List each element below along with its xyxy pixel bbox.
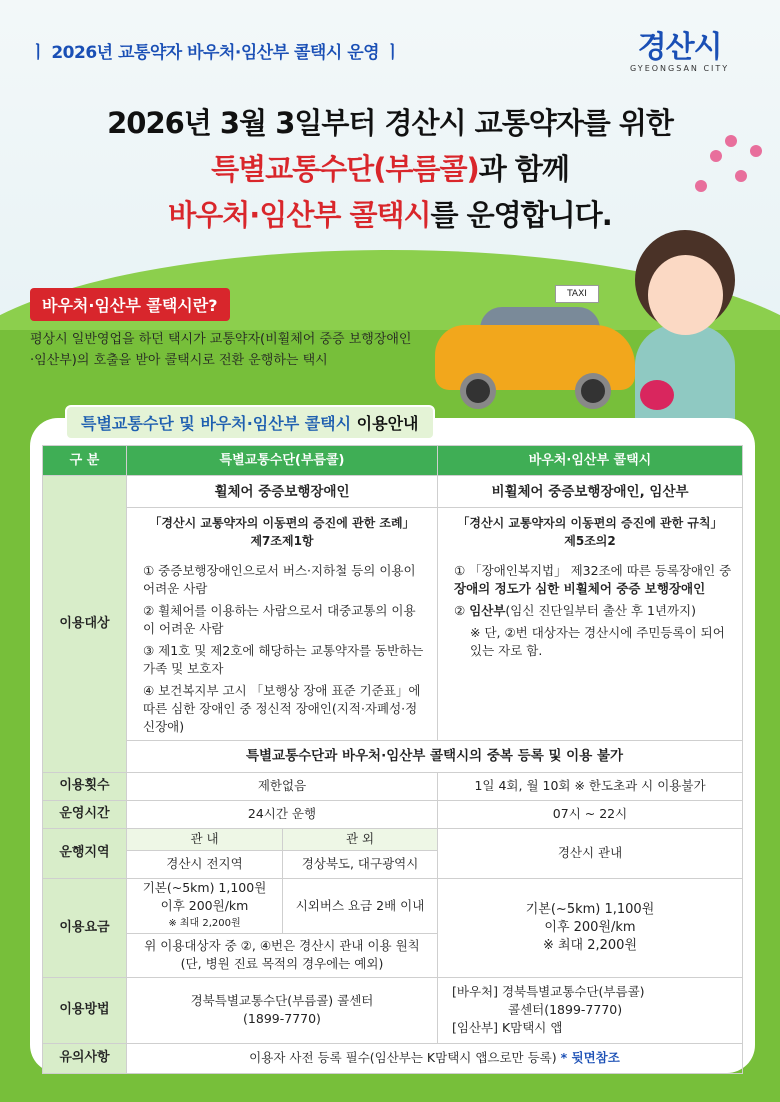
table-row — [43, 1043, 743, 1073]
area-out: 경상북도, 대구광역시 — [283, 850, 438, 878]
fare-in — [127, 878, 283, 933]
target-b-item2-text: (임신 진단일부터 출산 후 1년까지) — [505, 602, 696, 618]
whatis-title: 바우처·임산부 콜택시란? — [30, 288, 230, 321]
target-a-law-name: 「경산시 교통약자의 이동편의 증진에 관한 조례」 — [149, 515, 415, 530]
table-row — [43, 828, 743, 850]
fare-in-base: 기본(~5km) 1,100원 — [142, 879, 267, 895]
list-item: ※ 단, ②번 대상자는 경산시에 주민등록이 되어 있는 자로 함. — [470, 624, 725, 658]
area-out-head: 관 외 — [283, 828, 438, 850]
target-b-law — [438, 508, 743, 556]
table-row — [43, 740, 743, 772]
fare-b — [438, 878, 743, 977]
fare-b-max: ※ 최대 2,200원 — [542, 937, 638, 953]
headline-line3-highlight: 바우처·임산부 콜택시 — [168, 198, 431, 232]
method-b — [438, 977, 743, 1043]
logo-korean: 경산시 — [637, 30, 722, 65]
method-b-voucher: [바우처] 경북특별교통수단(부름콜) — [452, 984, 645, 999]
method-a — [127, 977, 438, 1043]
list-item — [454, 562, 732, 598]
method-b-callcenter: 콜센터(1899-7770) — [508, 1002, 623, 1017]
caution-see-back: * 뒷면참조 — [560, 1050, 620, 1065]
table-row — [43, 977, 743, 1043]
duplicate-note: 특별교통수단과 바우처·임산부 콜택시의 중복 등록 및 이용 불가 — [127, 740, 743, 772]
table-row — [43, 878, 743, 933]
caution-text: 이용자 사전 등록 필수(임산부는 K맘택시 앱으로만 등록) — [249, 1050, 557, 1065]
header-voucher-taxi: 바우처·임산부 콜택시 — [438, 446, 743, 476]
fare-note — [127, 933, 438, 977]
guide-title-blue: 특별교통수단 및 바우처·임산부 콜택시 — [81, 414, 352, 433]
method-a-line2: (1899-7770) — [243, 1011, 321, 1026]
caution-label: 유의사항 — [43, 1043, 127, 1073]
whatis-line1: 평상시 일반영업을 하던 택시가 교통약자(비휠체어 중증 보행장애인 — [30, 332, 412, 347]
city-logo — [630, 22, 729, 73]
count-b: 1일 4회, 월 10회 ※ 한도초과 시 이용불가 — [438, 772, 743, 800]
area-in-head: 관 내 — [127, 828, 283, 850]
table-row — [43, 508, 743, 556]
table-header-row — [43, 446, 743, 476]
count-label: 이용횟수 — [43, 772, 127, 800]
headline-line2 — [0, 146, 780, 192]
target-a-head: 휠체어 중증보행장애인 — [127, 476, 438, 508]
whatis-box — [30, 288, 412, 371]
hours-label: 운영시간 — [43, 800, 127, 828]
target-b-head: 비휠체어 중증보행장애인, 임산부 — [438, 476, 743, 508]
header-category: 구 분 — [43, 446, 127, 476]
hours-b: 07시 ~ 22시 — [438, 800, 743, 828]
headline-line2-highlight: 특별교통수단(부름콜) — [211, 152, 479, 186]
table-row — [43, 476, 743, 508]
target-b-items — [438, 556, 743, 741]
headline-line2-rest: 과 함께 — [478, 152, 569, 186]
fare-note-line2: (단, 병원 진료 목적의 경우에는 예외) — [180, 956, 384, 971]
fare-b-base: 기본(~5km) 1,100원 — [525, 901, 655, 917]
target-a-items — [127, 556, 438, 741]
target-b-item1-text: ① 「장애인복지법」 제32조에 따른 등록장애인 중 — [454, 562, 732, 578]
list-item: ① 중증보행장애인으로서 버스·지하철 등의 이용이 어려운 사람 — [143, 562, 416, 596]
caution-cell — [127, 1043, 743, 1073]
target-a-list — [127, 562, 437, 736]
target-b-list — [438, 562, 742, 660]
heart-icon — [640, 380, 674, 410]
guide-table — [42, 445, 743, 1074]
whatis-description — [30, 329, 412, 371]
fare-b-extra: 이후 200원/km — [544, 919, 636, 935]
table-row — [43, 800, 743, 828]
fare-label: 이용요금 — [43, 878, 127, 977]
fare-in-extra: 이후 200원/km — [160, 897, 249, 913]
count-a: 제한없음 — [127, 772, 438, 800]
table-row — [43, 556, 743, 741]
taxi-sign: TAXI — [555, 285, 599, 303]
method-b-pregnant: [임산부] K맘택시 앱 — [452, 1020, 563, 1035]
list-item: ② 휠체어를 이용하는 사람으로서 대중교통의 이용이 어려운 사람 — [143, 602, 416, 636]
method-label: 이용방법 — [43, 977, 127, 1043]
headline-line1: 2026년 3월 3일부터 경산시 교통약자를 위한 — [107, 106, 673, 140]
target-b-law-name: 「경산시 교통약자의 이동편의 증진에 관한 규칙」 — [457, 515, 723, 530]
headline — [0, 100, 780, 238]
whatis-line2: ·임산부)의 호출을 받아 콜택시로 전환 운행하는 택시 — [30, 353, 328, 368]
fare-out: 시외버스 요금 2배 이내 — [283, 878, 438, 933]
list-item — [454, 602, 732, 620]
target-b-item2-bold: 임산부 — [469, 602, 506, 618]
area-label: 운행지역 — [43, 828, 127, 878]
fare-note-line1: 위 이용대상자 중 ②, ④번은 경산시 관내 이용 원칙 — [144, 938, 420, 953]
area-in: 경산시 전지역 — [127, 850, 283, 878]
method-a-line1: 경북특별교통수단(부름콜) 콜센터 — [190, 993, 374, 1008]
hours-a: 24시간 운행 — [127, 800, 438, 828]
area-b: 경산시 관내 — [438, 828, 743, 878]
guide-title — [65, 405, 435, 440]
fare-in-max: ※ 최대 2,200원 — [168, 917, 241, 929]
guide-title-rest: 이용안내 — [351, 414, 419, 433]
pregnant-woman-illustration — [630, 230, 740, 420]
target-b-item2-num: ② — [454, 602, 470, 618]
campaign-tag: ㅣ 2026년 교통약자 바우처·임산부 콜택시 운영 ㅣ — [30, 43, 401, 63]
table-row — [43, 772, 743, 800]
target-a-law-article: 제7조제1항 — [250, 533, 314, 548]
headline-line3-rest: 를 운영합니다. — [430, 198, 612, 232]
target-b-item1-bold: 장애의 정도가 심한 비휠체어 중증 보행장애인 — [454, 580, 706, 596]
header-special-transport: 특별교통수단(부름콜) — [127, 446, 438, 476]
logo-english: GYEONGSAN CITY — [630, 64, 730, 73]
list-item: ④ 보건복지부 고시 「보행상 장애 표준 기준표」에 따른 심한 장애인 중 정신적 장애인(지적·자폐성·정신장애) — [143, 682, 421, 734]
target-a-law — [127, 508, 438, 556]
target-label: 이용대상 — [43, 476, 127, 773]
taxi-illustration — [425, 285, 645, 415]
target-b-law-article: 제5조의2 — [564, 533, 616, 548]
list-item: ③ 제1호 및 제2호에 해당하는 교통약자를 동반하는 가족 및 보호자 — [143, 642, 424, 676]
